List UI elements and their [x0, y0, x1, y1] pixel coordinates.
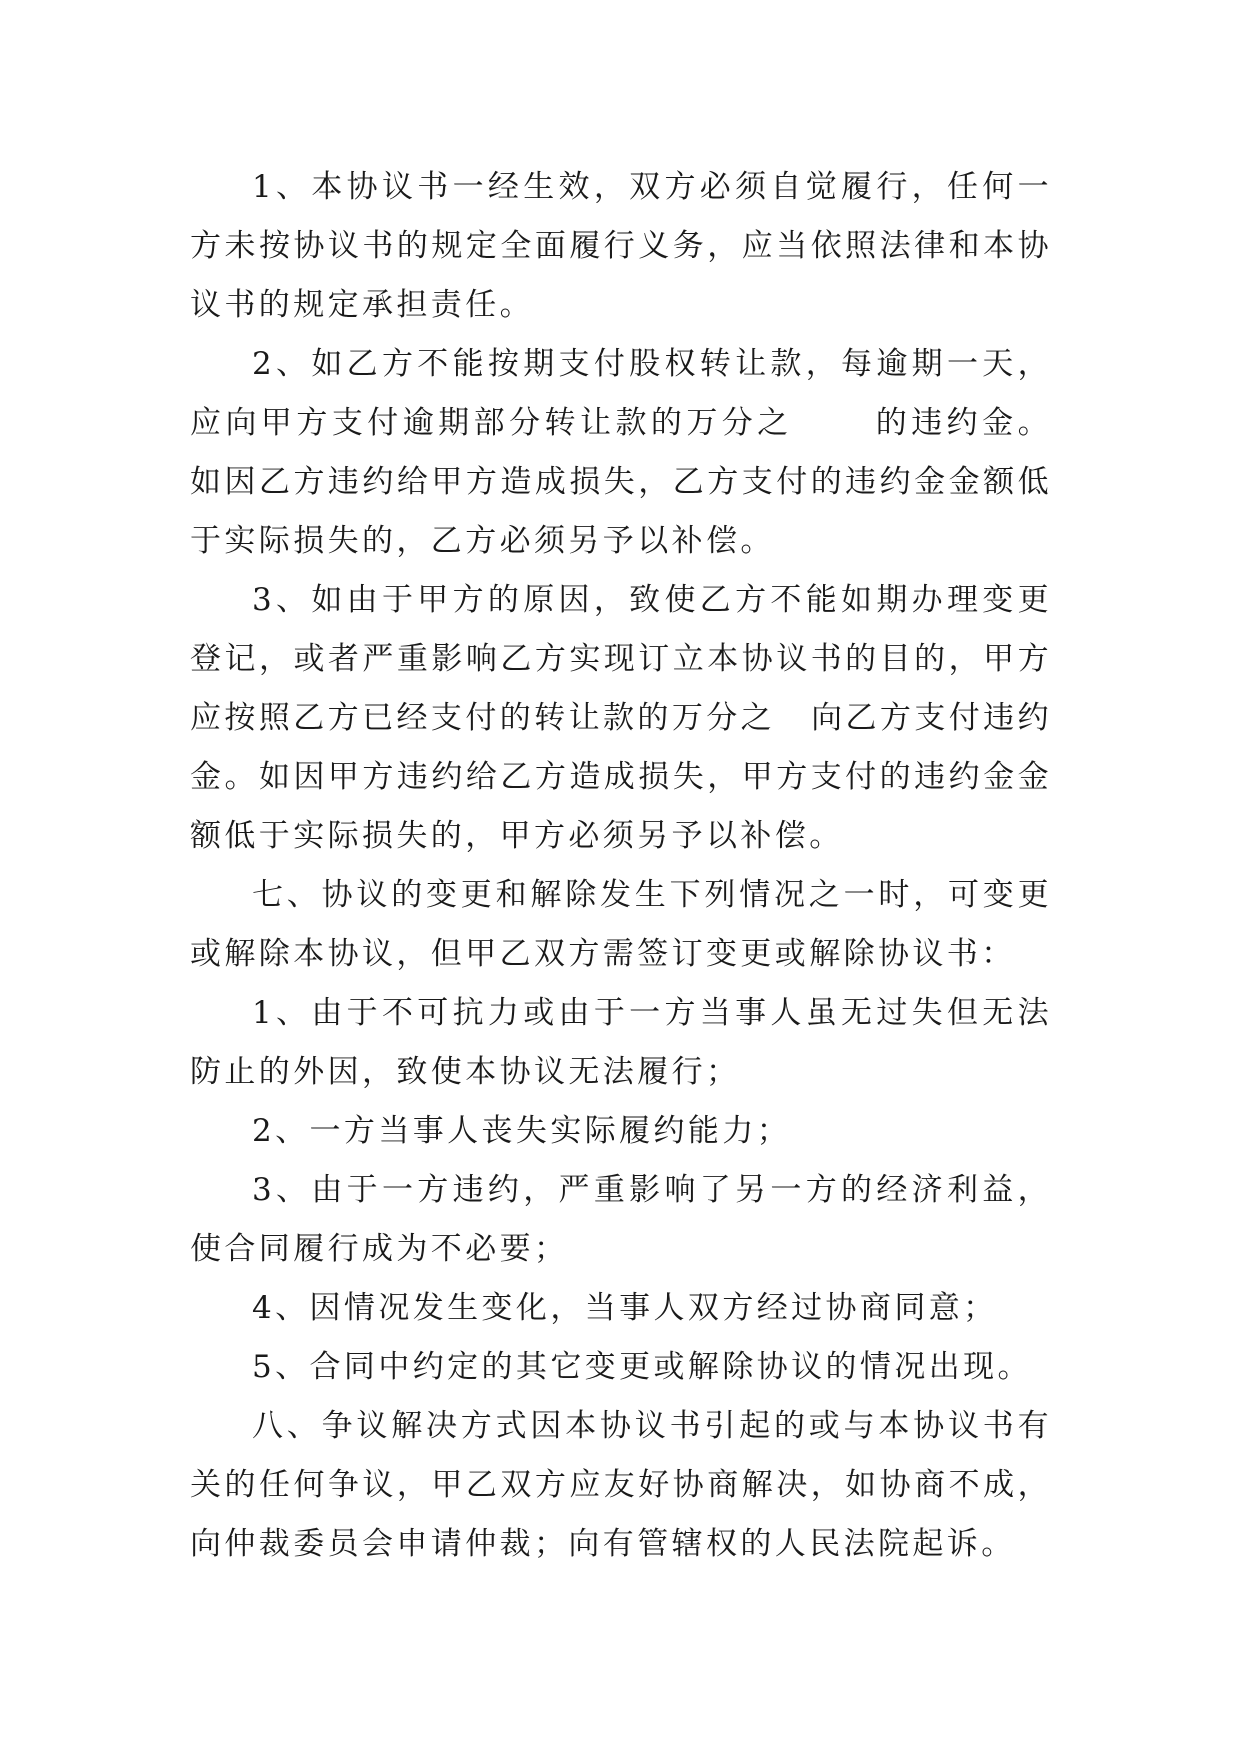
list-item: 4、因情况发生变化，当事人双方经过协商同意；: [252, 1290, 998, 1326]
paragraph-text: 向乙方支付违约金。如因甲方违约给乙方造成损失，甲方支付的违约金金额低于实际损失的，甲方必须另予以补偿。: [190, 700, 1052, 854]
section-8-dispute-paragraph: 八、争议解决方式因本协议书引起的或与本协议书有关的任何争议，甲乙双方应友好协商解决，如协商不成，向仲裁委员会申请仲裁；向有管辖权的人民法院起诉。: [190, 1408, 1052, 1562]
paragraph-text: 2、如乙方不能按期支付股权转让款，每逾期一天，应向甲方支付逾期部分转让款的万分之: [190, 346, 1052, 441]
paragraph-text: 3、如由于甲方的原因，致使乙方不能如期办理变更登记，或者严重影响乙方实现订立本协议书的目的，甲方应按照乙方已经支付的转让款的万分之: [190, 582, 1052, 736]
list-item: 5、合同中约定的其它变更或解除协议的情况出现。: [252, 1349, 1032, 1385]
paragraph-seller-breach: [190, 571, 1052, 866]
list-item: 2、一方当事人丧失实际履约能力；: [252, 1113, 792, 1149]
list-item: 3、由于一方违约，严重影响了另一方的经济利益，使合同履行成为不必要；: [190, 1172, 1052, 1267]
paragraph-text: 的违约金。如因乙方违约给甲方造成损失，乙方支付的违约金金额低于实际损失的，乙方必须另予以补偿。: [190, 405, 1052, 559]
list-item: 1、由于不可抗力或由于一方当事人虽无过失但无法防止的外因，致使本协议无法履行；: [190, 995, 1052, 1090]
document-body: [190, 158, 1052, 1574]
paragraph-breach-general: 1、本协议书一经生效，双方必须自觉履行，任何一方未按协议书的规定全面履行义务，应当依照法律和本协议书的规定承担责任。: [190, 169, 1052, 323]
paragraph-buyer-late-payment: [190, 335, 1052, 571]
section-7-heading-paragraph: 七、协议的变更和解除发生下列情况之一时，可变更或解除本协议，但甲乙双方需签订变更或解除协议书：: [190, 877, 1052, 972]
